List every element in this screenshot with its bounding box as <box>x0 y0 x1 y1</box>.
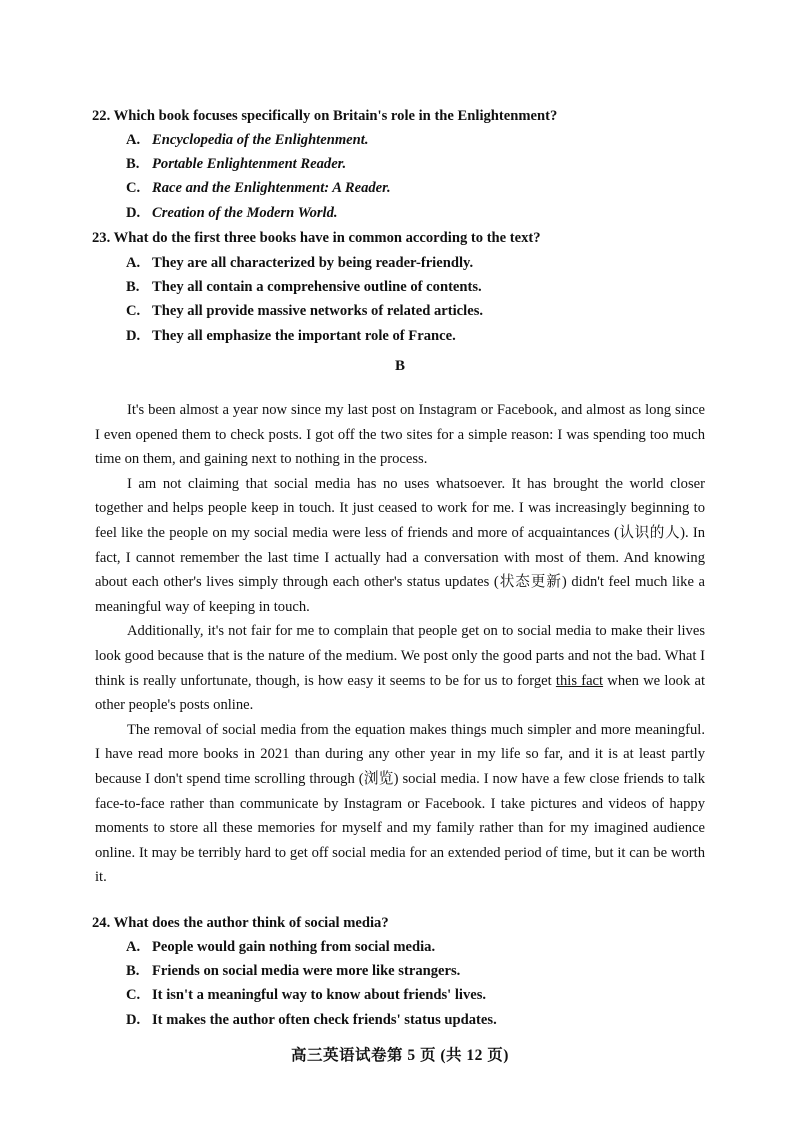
option-text: Encyclopedia of the Enlightenment. <box>152 132 369 148</box>
option-letter: C. <box>126 180 141 196</box>
question-24-option-b <box>126 959 726 983</box>
passage-paragraph-1: It's been almost a year now since my last post on Instagram or Facebook, and almost as long since I even opened them to check posts. I got off the two sites for a simple reason: I was spending too much time on them, and gaining next to nothing in the process. <box>95 402 705 468</box>
question-24-option-d <box>126 1008 726 1032</box>
option-letter: C. <box>126 987 141 1003</box>
option-text: Portable Enlightenment Reader. <box>152 156 347 172</box>
option-text: It makes the author often check friends' status updates. <box>152 1012 497 1028</box>
option-text: It isn't a meaningful way to know about friends' lives. <box>152 987 487 1003</box>
question-23-option-b <box>126 275 726 299</box>
paragraph-3-text-end: when we look at other people's posts online. <box>95 672 706 714</box>
option-letter: A. <box>126 939 141 955</box>
question-22-option-b <box>126 152 726 176</box>
option-text: Creation of the Modern World. <box>152 205 338 221</box>
option-text: Friends on social media were more like strangers. <box>152 963 461 979</box>
option-text: People would gain nothing from social media. <box>152 939 436 955</box>
option-text: They all emphasize the important role of France. <box>152 328 456 344</box>
option-letter: A. <box>126 255 141 271</box>
passage-paragraph-3 <box>95 619 705 717</box>
question-23-option-d <box>126 324 726 348</box>
option-text: They all contain a comprehensive outline of contents. <box>152 279 482 295</box>
option-letter: D. <box>126 1012 141 1028</box>
question-24-stem: 24. What does the author think of social media? <box>92 915 389 931</box>
reading-passage <box>95 398 705 890</box>
option-letter: A. <box>126 132 141 148</box>
underlined-phrase: this fact <box>555 672 604 689</box>
option-letter: B. <box>126 963 140 979</box>
question-23-option-c <box>126 299 726 323</box>
question-22-option-d <box>126 201 726 225</box>
option-letter: C. <box>126 303 141 319</box>
question-22-option-a <box>126 128 726 152</box>
passage-paragraph-2: I am not claiming that social media has no uses whatsoever. It has brought the world closer together and helps people keep in touch. It just ceased to work for me. I was increasingly beginning to feel like the people on my social media were less of friends and more of acquaintances (认识的人). In fact, I cannot remember the last time I actually had a conversation with most of them. And knowing about each other's lives simply through each other's status updates (状态更新) didn't feel much like a meaningful way of keeping in touch. <box>95 475 705 615</box>
option-letter: D. <box>126 328 141 344</box>
option-text: Race and the Enlightenment: A Reader. <box>152 180 391 196</box>
option-letter: B. <box>126 279 140 295</box>
option-letter: B. <box>126 156 140 172</box>
section-heading: B <box>394 358 405 374</box>
option-text: They all provide massive networks of related articles. <box>152 303 484 319</box>
option-text: They are all characterized by being reader-friendly. <box>152 255 474 271</box>
paragraph-3-text-start: Additionally, it's not fair for me to complain that people get on to social media to make their lives look good because that is the nature of the medium. We post only the good parts and not the bad. What I think is really unfortunate, though, is how easy it seems to be for us to forget <box>95 623 705 689</box>
question-24-option-a <box>126 935 726 959</box>
question-22-option-c <box>126 176 726 200</box>
question-22-stem: 22. Which book focuses specifically on Britain's role in the Enlightenment? <box>92 108 558 124</box>
question-23-option-a <box>126 251 726 275</box>
question-23-stem: 23. What do the first three books have in common according to the text? <box>92 230 541 246</box>
page-footer: 高三英语试卷第 5 页 (共 12 页) <box>291 1047 509 1064</box>
passage-paragraph-4: The removal of social media from the equation makes things much simpler and more meaningful. I have read more books in 2021 than during any other year in my life so far, and it is at least partly because I don't spend time scrolling through (浏览) social media. I now have a few close friends to talk face-to-face rather than communicate by Instagram or Facebook. I take pictures and videos of happy moments to store all these memories for myself and my family rather than for my imagined audience online. It may be terribly hard to get off social media for an extended period of time, but it can be worth it. <box>95 721 705 886</box>
option-letter: D. <box>126 205 141 221</box>
question-24-option-c <box>126 983 726 1007</box>
